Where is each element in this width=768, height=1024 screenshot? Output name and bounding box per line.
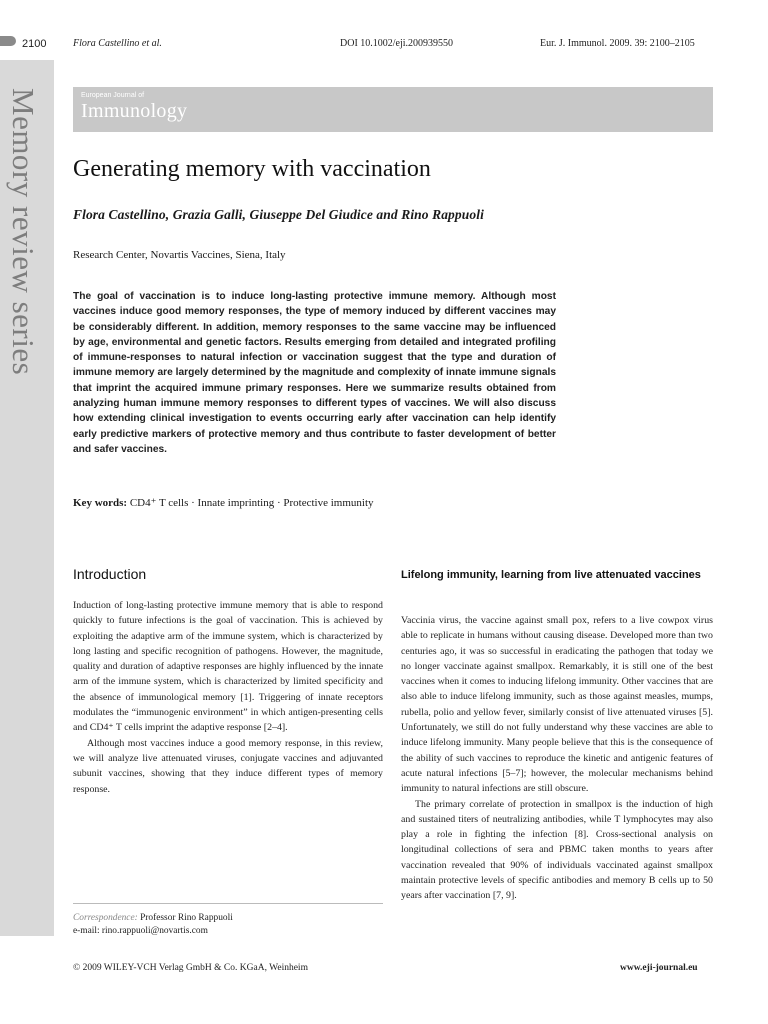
lifelong-paragraph: Vaccinia virus, the vaccine against small pox, refers to a live cowpox virus able to replicate in humans without causing disease. Developed more than two centuries ago, it was so successful in eradicating the pathogen that today we no longer vaccinate against smallpox. Remarkably, it is still one of the best vaccines when it comes to inducing lifelong immunity. Other vaccines that are also able to induce lifelong immunity, such as those against measles, mumps, rubella, polio and yellow fever, similarly consist of live attenuated viruses [5]. Unfortunately, we still do not fully understand why these vaccines are able to induce lifelong immunity. Many people believe that this is the consequence of the ability of such vaccines to reproduce the kinetic and antigenic features of acute natural infections [5–7]; however, the molecular mechanisms behind immunity to natural infections are still obscure. <box>401 615 713 795</box>
correspondence-name: Professor Rino Rappuoli <box>140 913 233 923</box>
series-label-container <box>0 88 54 438</box>
abstract: The goal of vaccination is to induce long-lasting protective immune memory. Although most vaccines induce good memory responses, the type of memory induced by different vaccines may be considerably different. In addition, memory responses to the same vaccine may be influenced by age, environmental and genetic factors. Results emerging from detailed and integrated profiling of immune-responses to natural infection or vaccination suggest that the type and duration of immune memory are largely determined by the magnitude and complexity of innate immune signals that imprint the acquired immune primary responses. Here we summarize results obtained from analyzing human immune memory responses to different types of vaccines. We will also discuss how extending clinical investigation to events occurring early after vaccination can help identify early predictive markers of protective memory and thus contribute to faster development of better and safer vaccines. <box>73 291 556 455</box>
journal-citation: Eur. J. Immunol. 2009. 39: 2100–2105 <box>540 38 695 49</box>
introduction-paragraph: Although most vaccines induce a good memory response, in this review, we will analyze live attenuated viruses, conjugate vaccines and adjuvanted subunit vaccines, showing that they induce different types of memory response. <box>73 737 383 795</box>
journal-website-link[interactable]: www.eji-journal.eu <box>620 963 698 973</box>
lifelong-body <box>401 613 713 904</box>
series-label: Memory review series <box>6 88 41 376</box>
doi: DOI 10.1002/eji.200939550 <box>340 38 454 49</box>
article-title: Generating memory with vaccination <box>73 156 431 182</box>
footnote-divider <box>73 903 383 904</box>
lifelong-paragraph: The primary correlate of protection in smallpox is the induction of high and sustained titers of neutralizing antibodies, while T lymphocytes may also play a role in fighting the infection [8]. Cross-sectional analysis on longitudinal collections of sera and PBMC taken months to years after vaccination revealed that 90% of individuals vaccinated against smallpox maintain protective levels of specific antibodies and memory B cells up to 50 years after vaccination [7, 9]. <box>401 798 713 902</box>
page-tab-marker <box>0 36 16 46</box>
introduction-body <box>73 598 383 797</box>
page-number: 2100 <box>22 38 47 50</box>
correspondence <box>73 912 233 938</box>
keywords-label: Key words: <box>73 497 128 509</box>
correspondence-email[interactable]: e-mail: rino.rappuoli@novartis.com <box>73 926 208 936</box>
introduction-heading: Introduction <box>73 566 147 582</box>
keywords <box>73 496 374 509</box>
affiliation: Research Center, Novartis Vaccines, Siena, Italy <box>73 249 286 261</box>
lifelong-heading: Lifelong immunity, learning from live attenuated vaccines <box>401 569 701 581</box>
keywords-list: CD4⁺ T cells · Innate imprinting · Protective immunity <box>129 497 374 509</box>
introduction-paragraph: Induction of long-lasting protective immune memory that is able to respond quickly to future infections is the goal of vaccination. This is achieved by exploiting the adaptive arm of the immune system, which is characterized by long lasting and specific recognition of pathogens. However, the magnitude, quality and duration of adaptive responses are highly influenced by the innate arm of the immune system, which is characterized by limited specificity and the absence of immunological memory [1]. Triggering of innate receptors modulates the “immunogenic environment” in which antigen-presenting cells and CD4⁺ T cells imprint the adaptive response [2–4]. <box>73 600 383 734</box>
copyright: © 2009 WILEY-VCH Verlag GmbH & Co. KGaA, Weinheim <box>73 963 308 973</box>
running-authors: Flora Castellino et al. <box>73 38 162 49</box>
article-authors: Flora Castellino, Grazia Galli, Giuseppe Del Giudice and Rino Rappuoli <box>73 207 484 222</box>
journal-logo: Immunology <box>81 100 188 122</box>
journal-banner-small: European Journal of <box>81 92 145 99</box>
correspondence-label: Correspondence: <box>73 913 138 923</box>
